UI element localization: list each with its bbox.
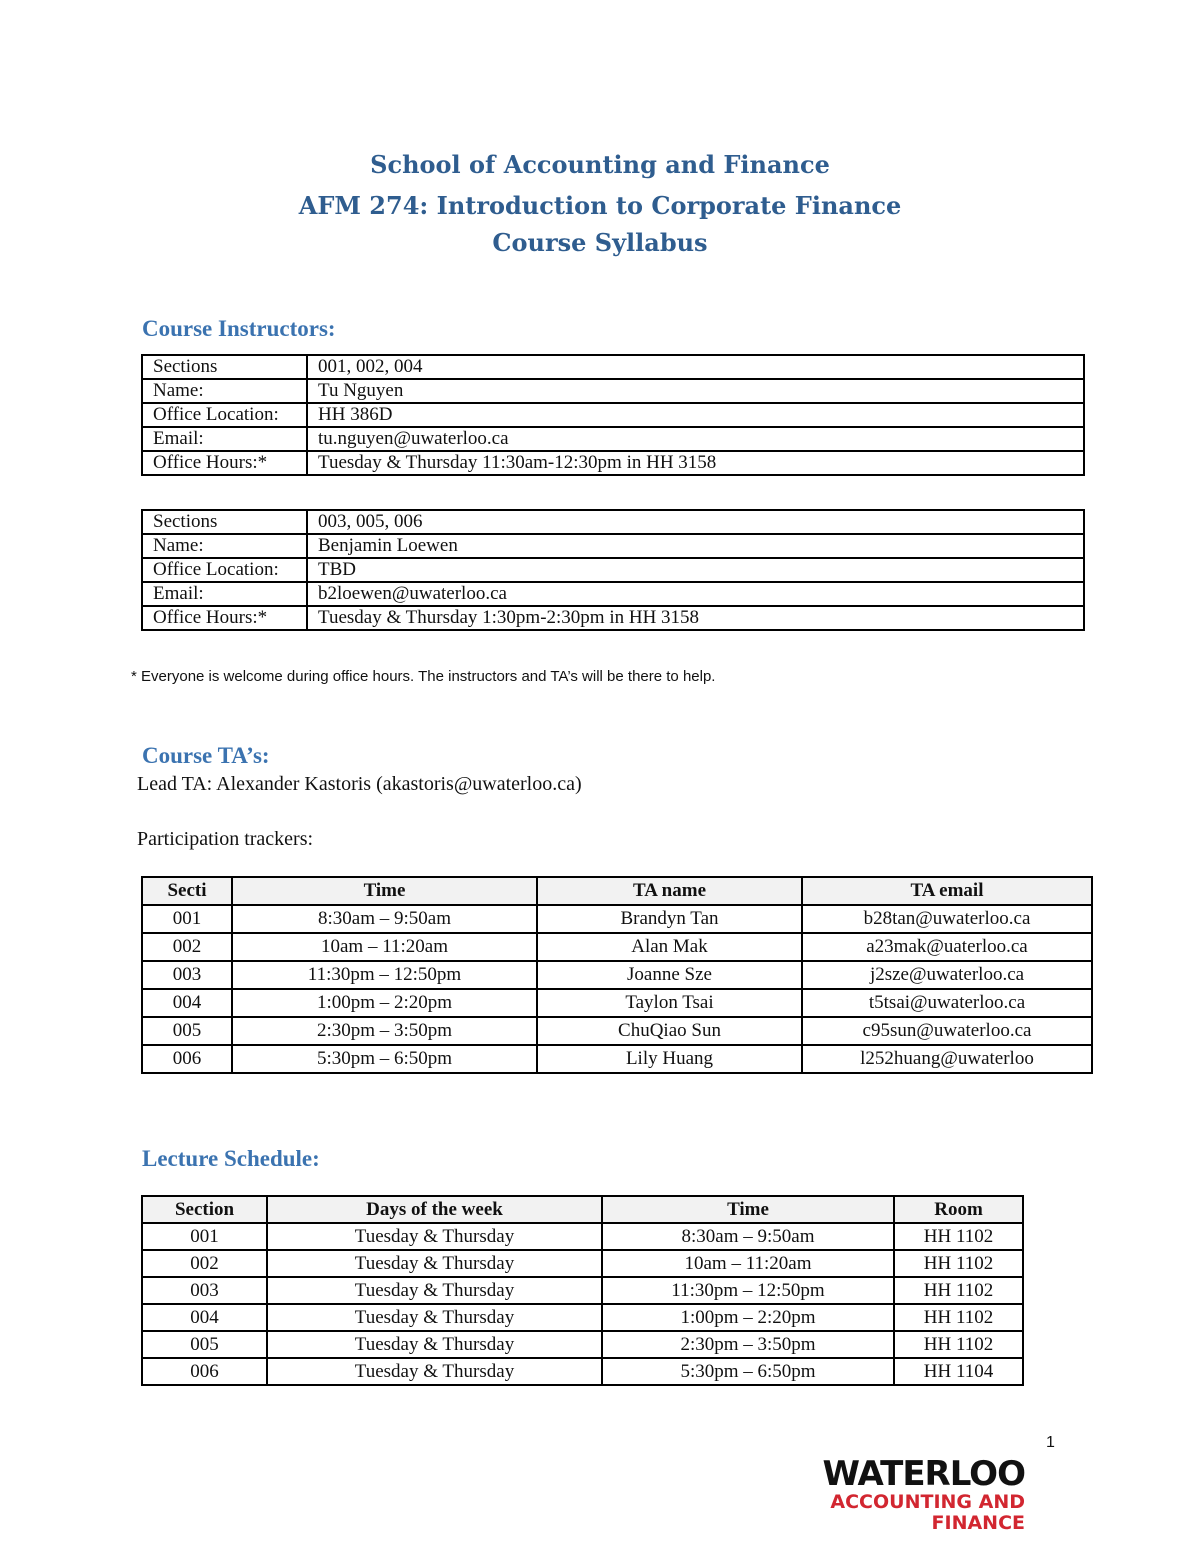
lecture-heading: Lecture Schedule: — [142, 1146, 320, 1171]
field-label: Name: — [142, 534, 307, 558]
field-label: Email: — [142, 582, 307, 606]
office-hours-note: * Everyone is welcome during office hours. The instructors and TA’s will be there to help. — [131, 668, 716, 685]
table-cell: 11:30pm – 12:50pm — [232, 961, 537, 989]
document-title: Course Syllabus — [492, 228, 708, 257]
table-row — [142, 1277, 1023, 1304]
instructor-table-1 — [141, 354, 1085, 476]
field-value: TBD — [307, 558, 1084, 582]
table-cell: Joanne Sze — [537, 961, 802, 989]
table-row — [142, 1045, 1092, 1073]
table-cell: 11:30pm – 12:50pm — [602, 1277, 894, 1304]
table-cell: HH 1102 — [894, 1304, 1023, 1331]
column-header: Section — [142, 1196, 267, 1223]
table-row — [142, 1017, 1092, 1045]
table-cell: 004 — [142, 1304, 267, 1331]
page-number: 1 — [1046, 1434, 1055, 1451]
table-cell: 004 — [142, 989, 232, 1017]
table-row — [142, 355, 1084, 379]
field-label: Office Hours:* — [142, 606, 307, 630]
table-cell: 5:30pm – 6:50pm — [232, 1045, 537, 1073]
logo-line-finance: FINANCE — [931, 1512, 1025, 1534]
table-cell: 006 — [142, 1045, 232, 1073]
field-value: Tuesday & Thursday 1:30pm-2:30pm in HH 3158 — [307, 606, 1084, 630]
table-row — [142, 451, 1084, 475]
table-cell: Tuesday & Thursday — [267, 1277, 602, 1304]
table-row — [142, 1250, 1023, 1277]
table-cell: HH 1102 — [894, 1223, 1023, 1250]
field-value: Tuesday & Thursday 11:30am-12:30pm in HH 3158 — [307, 451, 1084, 475]
table-cell: HH 1102 — [894, 1250, 1023, 1277]
table-row — [142, 1304, 1023, 1331]
table-cell: 2:30pm – 3:50pm — [232, 1017, 537, 1045]
table-cell: 2:30pm – 3:50pm — [602, 1331, 894, 1358]
table-cell: 5:30pm – 6:50pm — [602, 1358, 894, 1385]
tas-heading: Course TA’s: — [142, 743, 270, 768]
table-cell: 10am – 11:20am — [602, 1250, 894, 1277]
table-cell: 006 — [142, 1358, 267, 1385]
table-row — [142, 1331, 1023, 1358]
column-header: TA name — [537, 877, 802, 905]
email-link[interactable]: l252huang@uwaterloo — [802, 1045, 1092, 1073]
instructors-heading: Course Instructors: — [142, 316, 336, 341]
ta-table — [141, 876, 1093, 1074]
field-value: 001, 002, 004 — [307, 355, 1084, 379]
column-header: TA email — [802, 877, 1092, 905]
column-header: Days of the week — [267, 1196, 602, 1223]
table-row — [142, 989, 1092, 1017]
email-link[interactable]: j2sze@uwaterloo.ca — [802, 961, 1092, 989]
table-cell: 1:00pm – 2:20pm — [602, 1304, 894, 1331]
table-cell: Lily Huang — [537, 1045, 802, 1073]
table-cell: 002 — [142, 1250, 267, 1277]
table-header-row — [142, 877, 1092, 905]
table-row — [142, 1223, 1023, 1250]
tracker-label: Participation trackers: — [137, 828, 314, 850]
table-cell: Brandyn Tan — [537, 905, 802, 933]
table-header-row — [142, 1196, 1023, 1223]
field-value: HH 386D — [307, 403, 1084, 427]
table-cell: Tuesday & Thursday — [267, 1331, 602, 1358]
column-header: Secti — [142, 877, 232, 905]
field-label: Name: — [142, 379, 307, 403]
field-label: Office Location: — [142, 558, 307, 582]
table-cell: Taylon Tsai — [537, 989, 802, 1017]
column-header: Room — [894, 1196, 1023, 1223]
column-header: Time — [232, 877, 537, 905]
email-link[interactable]: b2loewen@uwaterloo.ca — [307, 582, 1084, 606]
table-cell: 8:30am – 9:50am — [602, 1223, 894, 1250]
table-cell: 8:30am – 9:50am — [232, 905, 537, 933]
table-row — [142, 961, 1092, 989]
field-value: 003, 005, 006 — [307, 510, 1084, 534]
school-title: School of Accounting and Finance — [370, 150, 830, 179]
logo-line-waterloo: WATERLOO — [822, 1454, 1025, 1494]
table-cell: 001 — [142, 1223, 267, 1250]
table-cell: HH 1102 — [894, 1331, 1023, 1358]
table-cell: 1:00pm – 2:20pm — [232, 989, 537, 1017]
email-link[interactable]: a23mak@uaterloo.ca — [802, 933, 1092, 961]
email-link[interactable]: t5tsai@uwaterloo.ca — [802, 989, 1092, 1017]
table-row — [142, 427, 1084, 451]
field-label: Office Location: — [142, 403, 307, 427]
table-row — [142, 606, 1084, 630]
field-value: Benjamin Loewen — [307, 534, 1084, 558]
column-header: Time — [602, 1196, 894, 1223]
field-label: Sections — [142, 355, 307, 379]
field-label: Email: — [142, 427, 307, 451]
email-link[interactable]: tu.nguyen@uwaterloo.ca — [307, 427, 1084, 451]
table-row — [142, 905, 1092, 933]
table-row — [142, 534, 1084, 558]
table-cell: Tuesday & Thursday — [267, 1223, 602, 1250]
lead-ta: Lead TA: Alexander Kastoris (akastoris@uwaterloo.ca) — [137, 773, 582, 795]
table-cell: Tuesday & Thursday — [267, 1358, 602, 1385]
table-cell: 005 — [142, 1017, 232, 1045]
table-cell: 003 — [142, 1277, 267, 1304]
table-cell: HH 1102 — [894, 1277, 1023, 1304]
table-cell: Tuesday & Thursday — [267, 1304, 602, 1331]
table-row — [142, 403, 1084, 427]
email-link[interactable]: b28tan@uwaterloo.ca — [802, 905, 1092, 933]
table-cell: 001 — [142, 905, 232, 933]
table-cell: Tuesday & Thursday — [267, 1250, 602, 1277]
field-value: Tu Nguyen — [307, 379, 1084, 403]
table-cell: 003 — [142, 961, 232, 989]
field-label: Sections — [142, 510, 307, 534]
course-title: AFM 274: Introduction to Corporate Finance — [298, 191, 902, 220]
table-row — [142, 379, 1084, 403]
table-row — [142, 1358, 1023, 1385]
email-link[interactable]: c95sun@uwaterloo.ca — [802, 1017, 1092, 1045]
table-row — [142, 510, 1084, 534]
table-cell: HH 1104 — [894, 1358, 1023, 1385]
table-cell: 002 — [142, 933, 232, 961]
field-label: Office Hours:* — [142, 451, 307, 475]
instructor-table-2 — [141, 509, 1085, 631]
table-cell: Alan Mak — [537, 933, 802, 961]
logo-line-accounting: ACCOUNTING AND — [830, 1491, 1025, 1513]
lecture-table — [141, 1195, 1024, 1386]
table-cell: 10am – 11:20am — [232, 933, 537, 961]
table-cell: 005 — [142, 1331, 267, 1358]
table-row — [142, 558, 1084, 582]
table-row — [142, 933, 1092, 961]
table-row — [142, 582, 1084, 606]
waterloo-logo — [815, 1456, 1025, 1534]
table-cell: ChuQiao Sun — [537, 1017, 802, 1045]
